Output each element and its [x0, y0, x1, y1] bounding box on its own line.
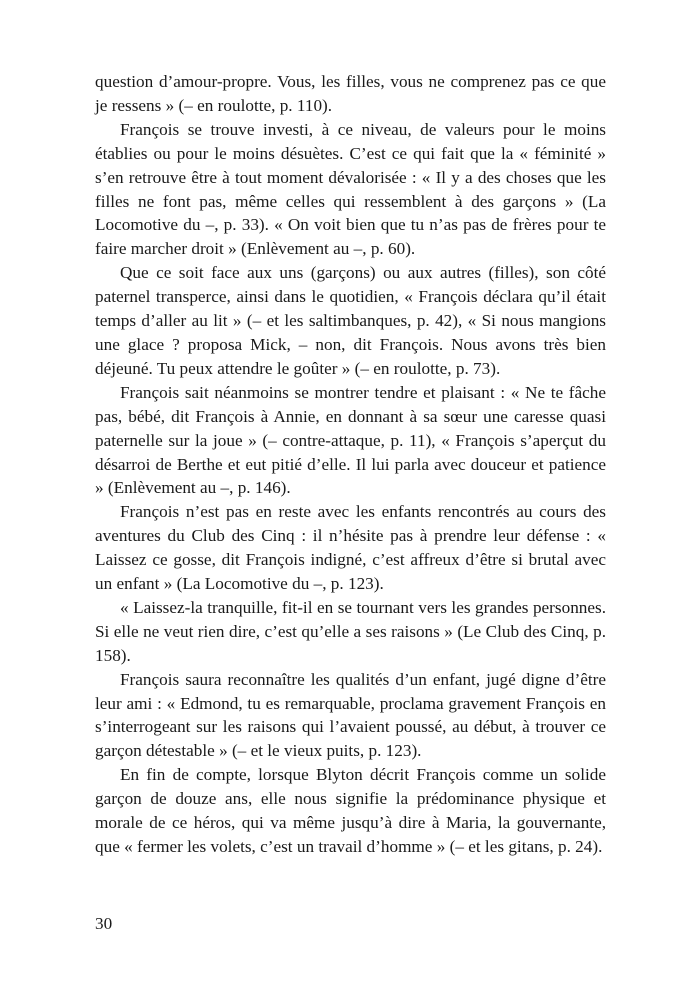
- paragraph-continued: question d’amour-propre. Vous, les filles, vous ne comprenez pas ce que je ressens » (– en roulotte, p. 110).: [95, 72, 606, 115]
- paragraph-francois-valeurs: François se trouve investi, à ce niveau, de valeurs pour le moins établies ou pour le moins désuètes. C’est ce qui fait que la « féminité » s’en retrouve être à tout moment dévalorisée : « Il y a des choses que les filles ne font pas, même celles qui ressemblent à des garçons » (La Locomotive du –, p. 33). « On voit bien que tu n’as pas de frères pour te faire marcher droit » (Enlèvement au –, p. 60).: [95, 119, 606, 259]
- paragraph-cote-paternel: Que ce soit face aux uns (garçons) ou aux autres (filles), son côté paternel transperce, ainsi dans le quotidien, « François déclara qu’il était temps d’aller au lit » (– et les saltimbanques, p. 42), « Si nous mangions une glace ? proposa Mick, – non, dit François. Nous avons très bien déjeuné. Tu peux attendre le goûter » (– en roulotte, p. 73).: [95, 263, 606, 378]
- paragraph-enfants-rencontres: François n’est pas en reste avec les enfants rencontrés au cours des aventures du Club des Cinq : il n’hésite pas à prendre leur défense : « Laissez ce gosse, dit François indigné, c’est affreux d’être si brutal avec un enfant » (La Locomotive du –, p. 123).: [95, 502, 606, 594]
- page-number: 30: [95, 914, 113, 933]
- paragraph-laissez-la-tranquille: « Laissez-la tranquille, fit-il en se tournant vers les grandes personnes. Si elle ne veut rien dire, c’est qu’elle a ses raisons » (Le Club des Cinq, p. 158).: [95, 597, 606, 665]
- paragraph-tendre-plaisant: François sait néanmoins se montrer tendre et plaisant : « Ne te fâche pas, bébé, dit François à Annie, en donnant à sa sœur une caresse quasi paternelle sur la joue » (– contre-attaque, p. 11), « François s’aperçut du désarroi de Berthe et eut pitié d’elle. Il lui parla avec douceur et patience » (Enlèvement au –, p. 146).: [95, 382, 606, 498]
- paragraph-en-fin-de-compte: En fin de compte, lorsque Blyton décrit François comme un solide garçon de douze ans, elle nous signifie la prédominance physique et morale de ce héros, qui va même jusqu’à dire à Maria, la gouvernante, que « fermer les volets, c’est un travail d’homme » (– et les gitans, p. 24).: [95, 765, 606, 856]
- page-body: [95, 70, 606, 859]
- paragraph-qualites-enfant: François saura reconnaître les qualités d’un enfant, jugé digne d’être leur ami : « Edmond, tu es remarquable, proclama gravement François en s’interrogeant sur les raisons qui l’avaient poussé, au début, à trouver ce garçon détestable » (– et le vieux puits, p. 123).: [95, 669, 606, 761]
